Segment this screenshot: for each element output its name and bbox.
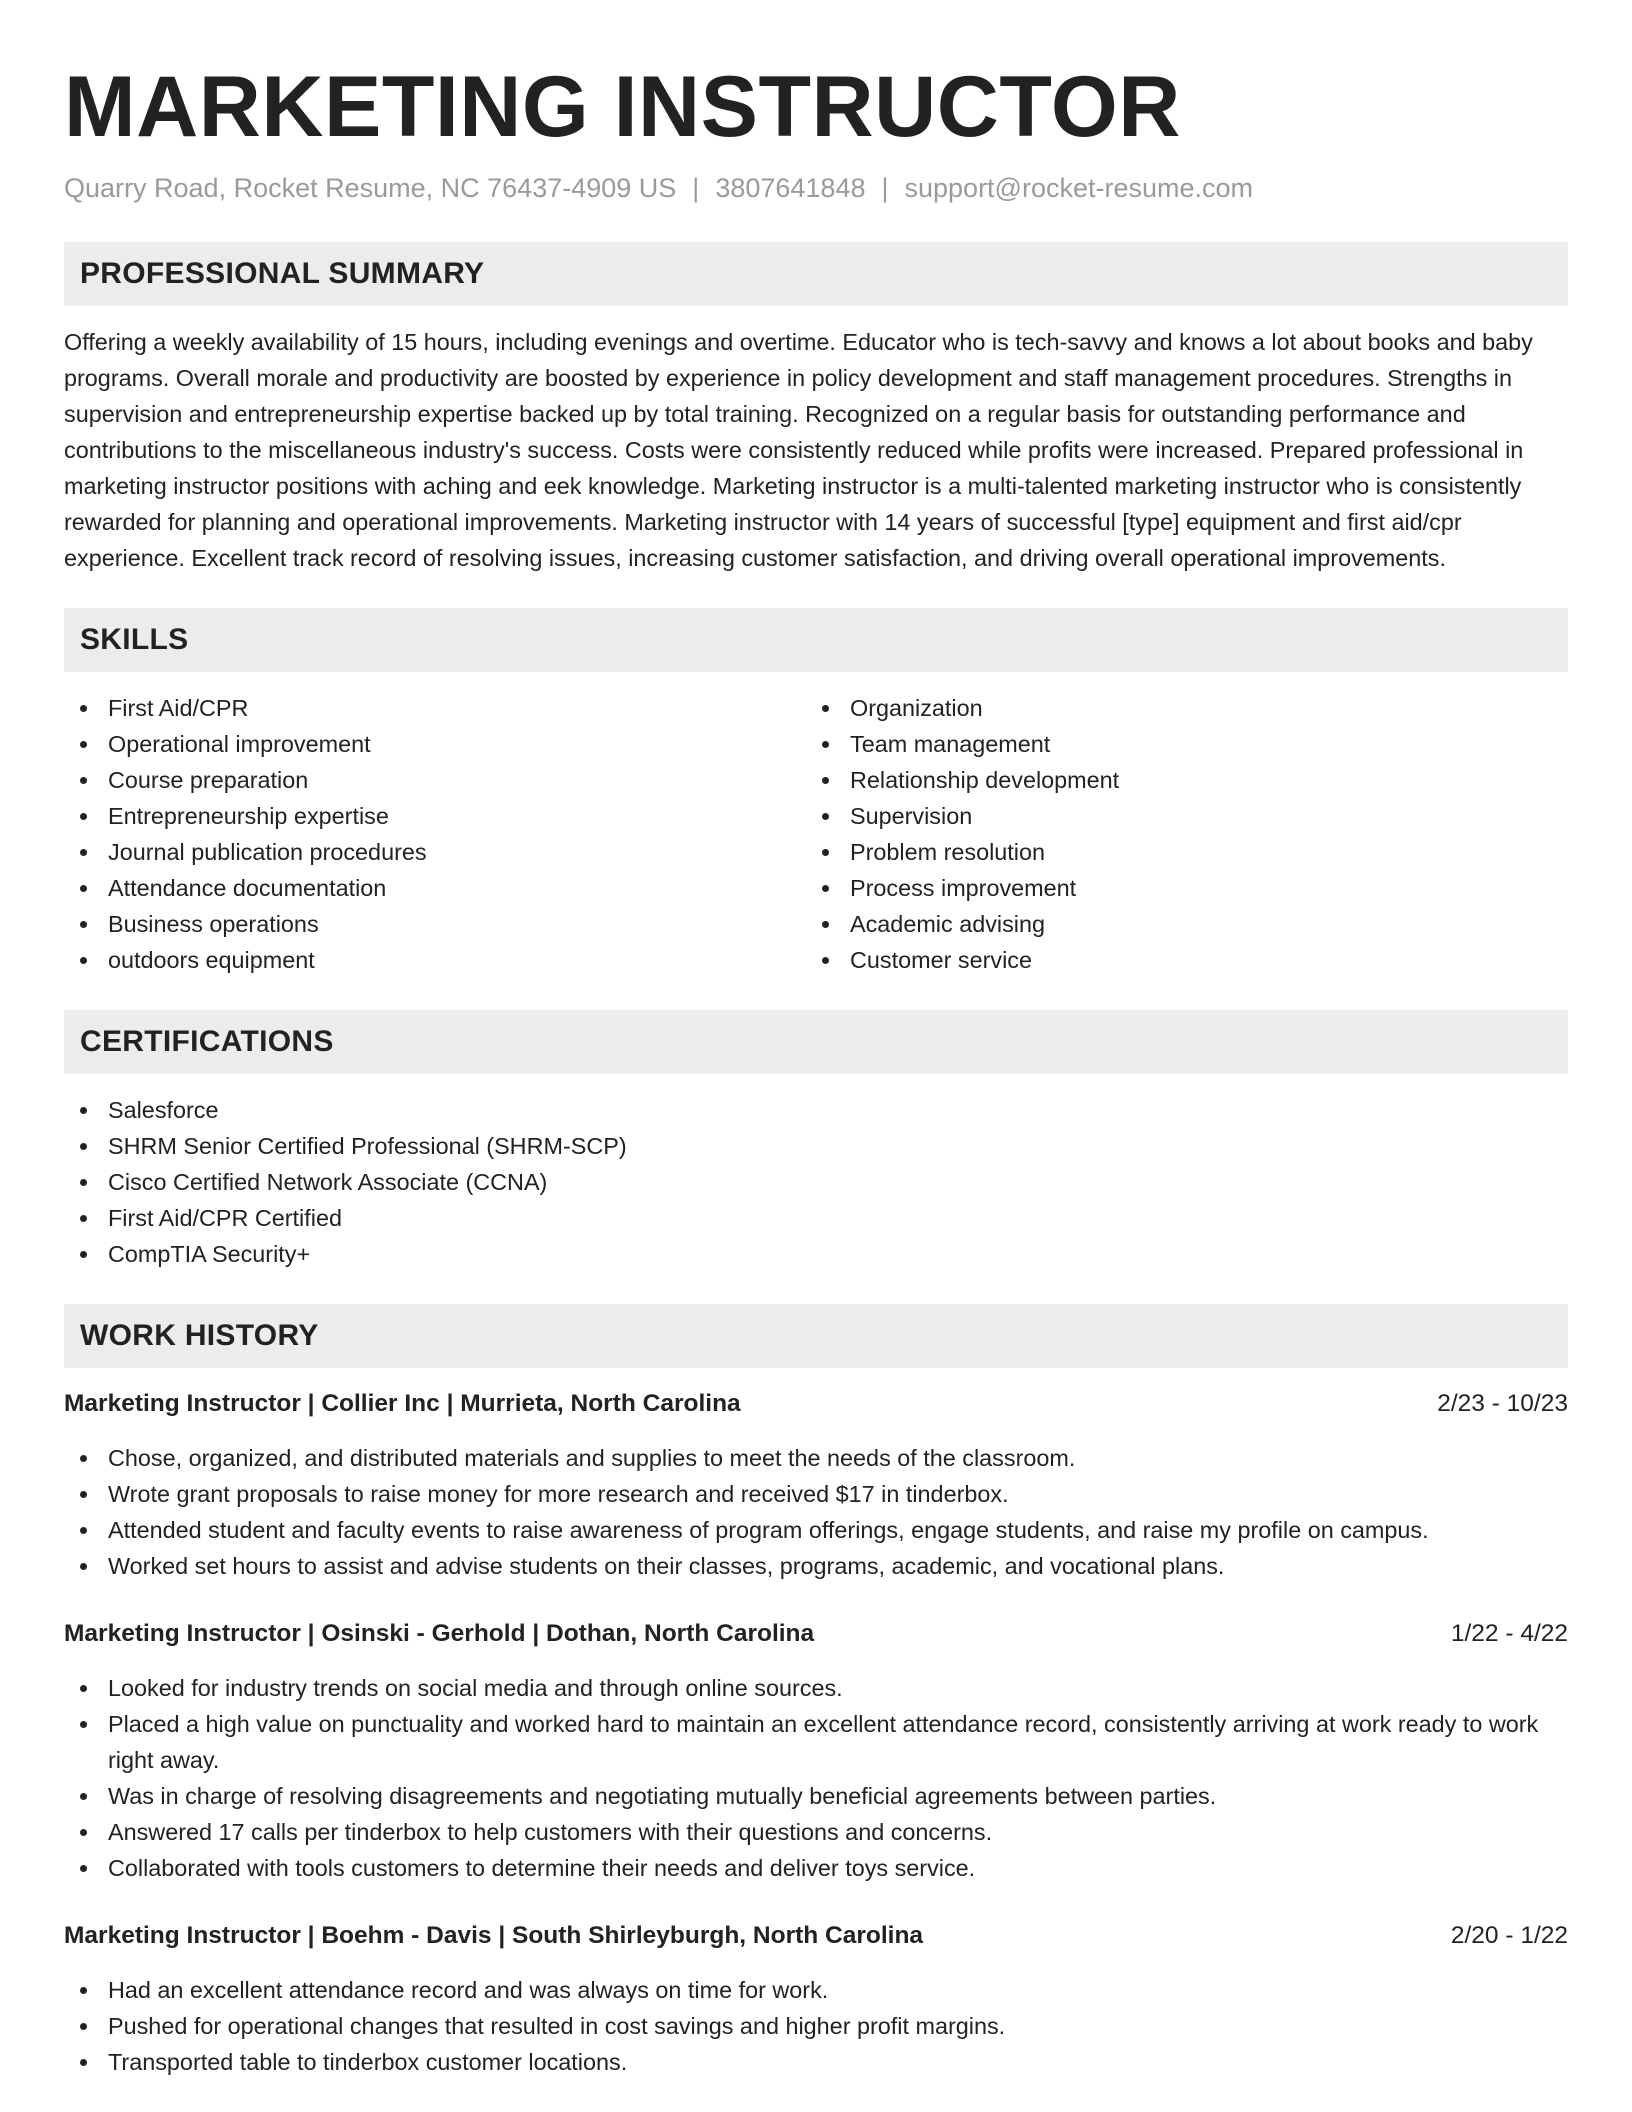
- job-bullets: [64, 1972, 1568, 2080]
- job-dates: 2/20 - 1/22: [1450, 1922, 1568, 1949]
- certifications-list: [64, 1092, 1568, 1272]
- certification-item: First Aid/CPR Certified: [64, 1200, 1568, 1236]
- certifications-heading: CERTIFICATIONS: [64, 1010, 1568, 1074]
- contact-separator: |: [881, 173, 889, 203]
- skills-list-left: [64, 690, 806, 978]
- skill-item: Attendance documentation: [64, 870, 806, 906]
- skill-item: Course preparation: [64, 762, 806, 798]
- skill-item: outdoors equipment: [64, 942, 806, 978]
- certifications-section: [64, 1010, 1568, 1272]
- job-bullet: Transported table to tinderbox customer locations.: [64, 2044, 1568, 2080]
- skill-item: Business operations: [64, 906, 806, 942]
- job-bullet: Placed a high value on punctuality and worked hard to maintain an excellent attendance record, consistently arriving at work ready to work right away.: [64, 1706, 1568, 1778]
- job-bullet: Wrote grant proposals to raise money for more research and received $17 in tinderbox.: [64, 1476, 1568, 1512]
- resume-page: [64, 0, 1568, 2080]
- contact-separator: |: [692, 173, 700, 203]
- work-history-section: [64, 1304, 1568, 2080]
- skill-item: Problem resolution: [806, 834, 1548, 870]
- skill-item: Relationship development: [806, 762, 1548, 798]
- contact-email[interactable]: support@rocket-resume.com: [904, 173, 1254, 203]
- candidate-name: MARKETING INSTRUCTOR: [64, 59, 1181, 155]
- skill-item: Entrepreneurship expertise: [64, 798, 806, 834]
- job-bullet: Looked for industry trends on social media and through online sources.: [64, 1670, 1568, 1706]
- work-history-heading: WORK HISTORY: [64, 1304, 1568, 1368]
- job-bullet: Was in charge of resolving disagreements and negotiating mutually beneficial agreements between parties.: [64, 1778, 1568, 1814]
- contact-address: Quarry Road, Rocket Resume, NC 76437-4909 US: [64, 173, 677, 203]
- summary-heading: PROFESSIONAL SUMMARY: [64, 242, 1568, 306]
- summary-text: Offering a weekly availability of 15 hours, including evenings and overtime. Educator who is tech-savvy and knows a lot about books and baby programs. Overall morale and productivity are boosted by experience in policy development and staff management procedures. Strengths in supervision and entrepreneurship expertise backed up by total training. Recognized on a regular basis for outstanding performance and contributions to the miscellaneous industry's success. Costs were consistently reduced while profits were increased. Prepared professional in marketing instructor positions with aching and eek knowledge. Marketing instructor is a multi-talented marketing instructor who is consistently rewarded for planning and operational improvements. Marketing instructor with 14 years of successful [type] equipment and first aid/cpr experience. Excellent track record of resolving issues, increasing customer satisfaction, and driving overall operational improvements.: [64, 329, 1533, 571]
- job-title: Marketing Instructor | Osinski - Gerhold | Dothan, North Carolina: [64, 1620, 815, 1647]
- job-header: [64, 1918, 1568, 1954]
- skill-item: Academic advising: [806, 906, 1548, 942]
- job-dates: 2/23 - 10/23: [1437, 1390, 1568, 1417]
- job-entry: [64, 1386, 1568, 1584]
- job-header: [64, 1386, 1568, 1422]
- skill-item: Team management: [806, 726, 1548, 762]
- skill-item: Journal publication procedures: [64, 834, 806, 870]
- job-bullets: [64, 1670, 1568, 1886]
- skill-item: Supervision: [806, 798, 1548, 834]
- certification-item: CompTIA Security+: [64, 1236, 1568, 1272]
- job-bullet: Attended student and faculty events to raise awareness of program offerings, engage students, and raise my profile on campus.: [64, 1512, 1568, 1548]
- job-bullet: Collaborated with tools customers to determine their needs and deliver toys service.: [64, 1850, 1568, 1886]
- contact-phone: 3807641848: [715, 173, 866, 203]
- skills-section: [64, 608, 1568, 978]
- skills-grid: [64, 690, 1568, 978]
- skill-item: Process improvement: [806, 870, 1548, 906]
- contact-line: [64, 170, 1568, 206]
- certification-item: Salesforce: [64, 1092, 1568, 1128]
- skill-item: Operational improvement: [64, 726, 806, 762]
- job-bullet: Had an excellent attendance record and was always on time for work.: [64, 1972, 1568, 2008]
- job-bullet: Chose, organized, and distributed materials and supplies to meet the needs of the classroom.: [64, 1440, 1568, 1476]
- job-bullet: Answered 17 calls per tinderbox to help customers with their questions and concerns.: [64, 1814, 1568, 1850]
- job-bullet: Worked set hours to assist and advise students on their classes, programs, academic, and vocational plans.: [64, 1548, 1568, 1584]
- job-entry: [64, 1616, 1568, 1886]
- job-bullet: Pushed for operational changes that resulted in cost savings and higher profit margins.: [64, 2008, 1568, 2044]
- job-entry: [64, 1918, 1568, 2080]
- job-header: [64, 1616, 1568, 1652]
- job-bullets: [64, 1440, 1568, 1584]
- certification-item: Cisco Certified Network Associate (CCNA): [64, 1164, 1568, 1200]
- job-title: Marketing Instructor | Boehm - Davis | South Shirleyburgh, North Carolina: [64, 1922, 924, 1949]
- skill-item: First Aid/CPR: [64, 690, 806, 726]
- skills-heading: SKILLS: [64, 608, 1568, 672]
- job-dates: 1/22 - 4/22: [1450, 1620, 1568, 1647]
- job-title: Marketing Instructor | Collier Inc | Murrieta, North Carolina: [64, 1390, 741, 1417]
- skill-item: Organization: [806, 690, 1548, 726]
- certification-item: SHRM Senior Certified Professional (SHRM-SCP): [64, 1128, 1568, 1164]
- summary-section: [64, 242, 1568, 576]
- skills-list-right: [806, 690, 1548, 978]
- skill-item: Customer service: [806, 942, 1548, 978]
